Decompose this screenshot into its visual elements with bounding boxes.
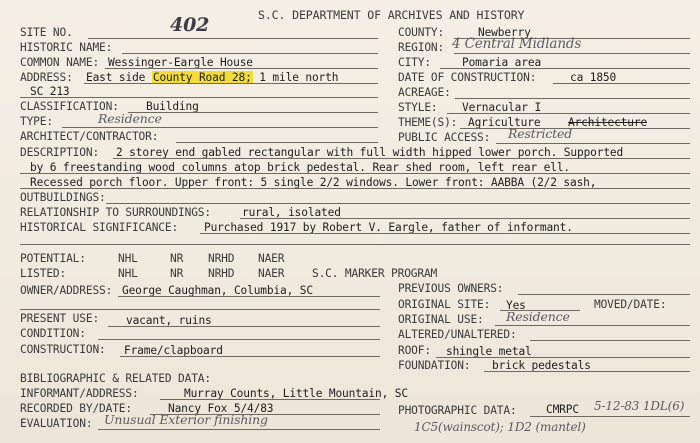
type-label: TYPE:: [20, 115, 53, 128]
recorded-label: RECORDED BY/DATE:: [20, 402, 132, 415]
public-access-label: PUBLIC ACCESS:: [398, 131, 491, 144]
card-header: S.C. DEPARTMENT OF ARCHIVES AND HISTORY: [258, 8, 525, 22]
evaluation-value: Unusual Exterior finishing: [104, 412, 268, 427]
evaluation-label: EVALUATION:: [20, 417, 93, 430]
moved-date-label: MOVED/DATE:: [594, 298, 667, 311]
acreage-label: ACREAGE:: [398, 86, 451, 99]
roof-label: ROOF:: [398, 344, 431, 357]
address-highlight: County Road 28;: [152, 71, 252, 84]
significance-label: HISTORICAL SIGNIFICANCE:: [20, 221, 179, 234]
site-no-label: SITE NO.: [20, 26, 73, 39]
marker-program: S.C. MARKER PROGRAM: [312, 267, 438, 280]
original-site-value: Yes: [506, 299, 526, 312]
common-name-label: COMMON NAME:: [20, 56, 100, 69]
themes-label: THEME(S):: [398, 116, 458, 129]
original-use-value: Residence: [506, 309, 570, 324]
description-line2: by 6 freestanding wood columns atop brick pedestal. Rear shed room, left rear ell.: [30, 161, 571, 174]
description-label: DESCRIPTION:: [20, 146, 100, 159]
architect-label: ARCHITECT/CONTRACTOR:: [20, 130, 159, 143]
outbuildings-label: OUTBUILDINGS:: [20, 191, 106, 204]
listed-nrhd: NRHD: [208, 267, 235, 280]
construction-label: CONSTRUCTION:: [20, 343, 106, 356]
potential-naer: NAER: [258, 252, 285, 265]
present-use-value: vacant, ruins: [126, 314, 212, 327]
relationship-label: RELATIONSHIP TO SURROUNDINGS:: [20, 206, 211, 219]
original-site-label: ORIGINAL SITE:: [398, 298, 491, 311]
relationship-value: rural, isolated: [242, 206, 341, 219]
common-name-value: Wessinger-Eargle House: [108, 56, 253, 69]
previous-owners-label: PREVIOUS OWNERS:: [398, 282, 504, 295]
description-line3: Recessed porch floor. Upper front: 5 single 2/2 windows. Lower front: AABBA (2/2 sash,: [30, 176, 597, 189]
potential-nrhd: NRHD: [208, 252, 235, 265]
listed-label: LISTED:: [20, 267, 67, 280]
themes-value-1: Agriculture: [468, 116, 541, 129]
significance-value: Purchased 1917 by Robert V. Eargle, father of informant.: [204, 221, 573, 234]
listed-naer: NAER: [258, 267, 285, 280]
listed-nr: NR: [170, 267, 184, 280]
county-value: Newberry: [478, 26, 531, 39]
city-value: Pomaria area: [462, 56, 542, 69]
address-label: ADDRESS:: [20, 71, 73, 84]
historic-name-label: HISTORIC NAME:: [20, 41, 113, 54]
region-label: REGION:: [398, 41, 445, 54]
site-no-value: 402: [170, 14, 210, 36]
photographic-label: PHOTOGRAPHIC DATA:: [398, 404, 517, 417]
altered-label: ALTERED/UNALTERED:: [398, 328, 517, 341]
description-line1: 2 storey end gabled rectangular with full width hipped lower porch. Supported: [116, 146, 624, 159]
present-use-label: PRESENT USE:: [20, 312, 100, 325]
listed-nhl: NHL: [118, 267, 138, 280]
date-construction-label: DATE OF CONSTRUCTION:: [398, 71, 537, 84]
county-label: COUNTY:: [398, 26, 445, 39]
potential-nhl: NHL: [118, 252, 138, 265]
foundation-value: brick pedestals: [492, 359, 591, 372]
construction-value: Frame/clapboard: [124, 344, 223, 357]
classification-label: CLASSIFICATION:: [20, 100, 119, 113]
potential-nr: NR: [170, 252, 184, 265]
recorded-value: Nancy Fox 5/4/83: [168, 402, 274, 415]
themes-value-2: Architecture: [568, 116, 648, 129]
roof-value: shingle metal: [446, 345, 532, 358]
informant-value: Murray Counts, Little Mountain, SC: [184, 387, 408, 400]
region-value: 4 Central Midlands: [452, 36, 582, 52]
potential-label: POTENTIAL:: [20, 252, 86, 265]
photographic-value: CMRPC: [546, 403, 579, 416]
owner-value: George Caughman, Columbia, SC: [122, 284, 313, 297]
address-line2: SC 213: [30, 85, 70, 98]
date-construction-value: ca 1850: [570, 71, 617, 84]
informant-label: INFORMANT/ADDRESS:: [20, 387, 139, 400]
address-value: East side County Road 28; 1 mile north: [86, 71, 339, 84]
original-use-label: ORIGINAL USE:: [398, 313, 484, 326]
style-value: Vernacular I: [462, 101, 542, 114]
photo-note: 1C5(wainscot); 1D2 (mantel): [414, 420, 586, 434]
type-value: Residence: [98, 111, 162, 126]
bibliographic-label: BIBLIOGRAPHIC & RELATED DATA:: [20, 372, 211, 385]
city-label: CITY:: [398, 56, 431, 69]
public-access-value: Restricted: [508, 126, 573, 141]
style-label: STYLE:: [398, 101, 438, 114]
foundation-label: FOUNDATION:: [398, 359, 471, 372]
photographic-handwritten: 5-12-83 1DL(6): [594, 399, 685, 413]
classification-value: Building: [146, 100, 199, 113]
condition-label: CONDITION:: [20, 327, 86, 340]
owner-label: OWNER/ADDRESS:: [20, 284, 113, 297]
